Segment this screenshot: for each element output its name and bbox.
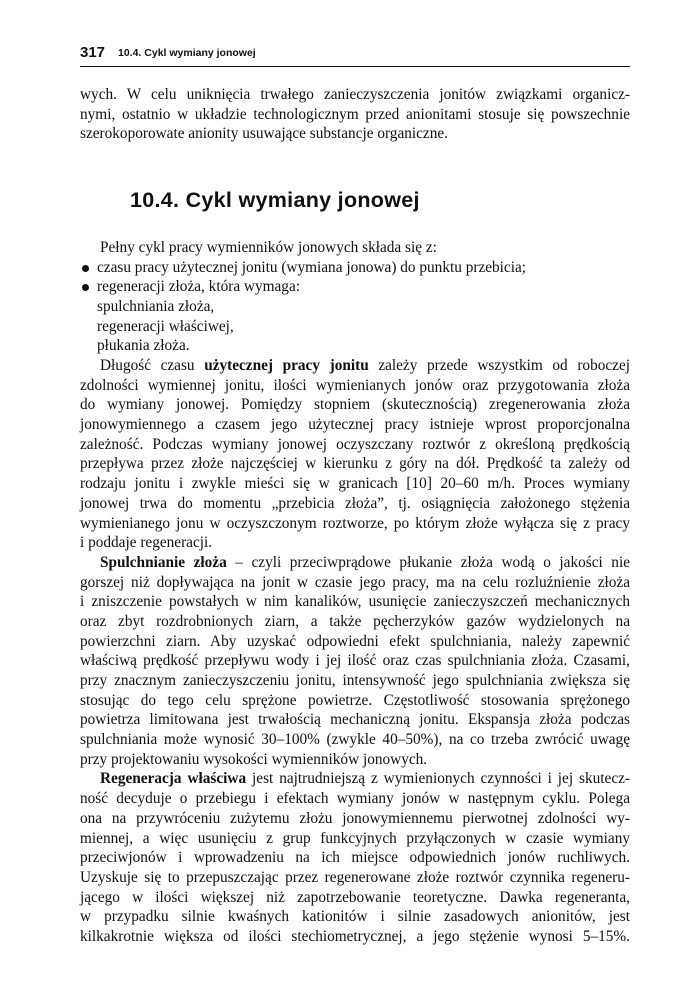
line-text: stosując do tego celu sprężone powietrze. Częstotliwość stosowania sprężonego	[80, 691, 630, 709]
bold-term: Spulchnianie złoża	[100, 553, 227, 571]
text-line	[80, 671, 630, 691]
line-text: i poddaje regeneracji.	[80, 534, 213, 552]
line-text: wych. W celu uniknięcia trwałego zanieczyszczenia jonitów związkami organicz-	[80, 86, 630, 103]
line-text: Długość czasu	[100, 357, 205, 374]
line-text: zależy przede wszystkim od roboczej	[368, 357, 630, 374]
line-text: zdolności wymiennej jonitu, ilości wymienianych jonów oraz przygotowania złoża	[80, 376, 630, 394]
bullet-icon	[82, 284, 89, 291]
text-line	[80, 829, 630, 849]
line-text: jącego w ilości większej niż zapotrzebowanie teoretyczne. Dawka regeneranta,	[80, 888, 630, 906]
text-line	[80, 651, 630, 671]
line-text: nymi, ostatnio w układzie technologicznym przed anionitami stosuje się powszechnie	[80, 105, 630, 123]
line-text: ona na przywróceniu zużytemu złożu jonowymiennemu pierwotnej zdolności wy-	[80, 809, 630, 827]
bold-term: Regeneracja właściwa	[100, 770, 247, 788]
line-text: spulchniania złoża,	[97, 298, 215, 316]
bullet-item	[80, 258, 630, 278]
line-text: Uzyskuje się to przepuszczając przez regenerowane złoże roztwór czynnika regeneru-	[80, 868, 630, 886]
line-text: rodzaju jonitu i zwykle mieści się w granicach [10] 20–60 m/h. Proces wymiany	[80, 475, 630, 493]
text-line	[80, 553, 630, 573]
line-text: oraz zbyt rozdrobnionych ziarn, a także pęcherzyków gazów wydzielonych na	[80, 612, 630, 630]
line-text: zależność. Podczas wymiany jonowej oczyszczany roztwór z określoną prędkością	[80, 435, 630, 453]
line-text: przepływa przez złoże najczęściej w kierunku z góry na dół. Prędkość ta zależy od	[80, 455, 630, 473]
line-text: do wymiany jonowej. Pomiędzy stopniem (skutecznością) zregenerowania złoża	[80, 396, 630, 414]
line-text: regeneracji złoża, która wymaga:	[97, 278, 300, 296]
line-text: wymienianego jonu w oczyszczonym roztworze, po którym złoże wyłącza się z pracy	[80, 514, 630, 532]
line-text: przeciwjonów i wprowadzeniu na ich miejsce odpowiednich jonów ruchliwych.	[80, 849, 630, 867]
bullet-item	[80, 277, 630, 297]
line-text: jest najtrudniejszą z wymienionych czynności i jej skutecz-	[246, 770, 630, 788]
text-line	[80, 848, 630, 868]
text-line	[80, 85, 630, 105]
text-line	[80, 691, 630, 711]
line-text: w przypadku silnie kwaśnych kationitów i silnie zasadowych anionitów, jest	[80, 908, 630, 926]
line-text: i zniszczenie powstałych w nim kanalików, usunięcie zanieczyszczeń mechanicznych	[80, 593, 630, 611]
text-line	[80, 415, 630, 435]
text-line	[80, 632, 630, 652]
text-line	[80, 474, 630, 494]
text-line	[80, 494, 630, 514]
bullet-icon	[82, 265, 89, 272]
text-line	[80, 750, 630, 770]
line-text: właściwą prędkość przepływu wody i jej ilość oraz czas spulchniania złoża. Czasami,	[80, 652, 630, 670]
text-line	[80, 573, 630, 593]
text-line	[80, 105, 630, 125]
body-text	[80, 356, 630, 947]
line-text: czasu pracy użytecznej jonitu (wymiana jonowa) do punktu przebicia;	[97, 258, 526, 276]
text-line	[80, 730, 630, 750]
line-text: gorszej niż dopływająca na jonit w czasie jego pracy, ma na celu rozluźnienie złoża	[80, 573, 630, 591]
line-text: przy projektowaniu wysokości wymienników jonowych.	[80, 750, 428, 768]
line-text: kilkakrotnie większa od ilości stechiometrycznej, a jego stężenie wynosi 5–15%.	[80, 927, 630, 945]
running-title: 10.4. Cykl wymiany jonowej	[118, 47, 256, 59]
running-header	[80, 44, 630, 67]
intro-paragraph	[80, 85, 630, 144]
text-line	[80, 769, 630, 789]
line-text: – czyli przeciwprądowe płukanie złoża wodą o jakości nie	[226, 553, 630, 571]
text-line	[80, 435, 630, 455]
sub-item	[80, 317, 630, 337]
text-line	[80, 868, 630, 888]
cycle-list	[80, 238, 630, 356]
sub-item	[80, 336, 630, 356]
line-text: jonowymiennego a czasem jego użytecznej pracy istnieje wprost proporcjonalna	[80, 416, 630, 434]
line-text: Pełny cykl pracy wymienników jonowych składa się z:	[100, 239, 437, 256]
text-line	[80, 395, 630, 415]
section-heading: 10.4. Cykl wymiany jonowej	[130, 188, 420, 212]
bold-term: użytecznej pracy jonitu	[204, 357, 369, 374]
line-text: regeneracji właściwej,	[97, 317, 234, 335]
line-text: powierzchni ziarn. Aby uzyskać odpowiedni efekt spulchniania, należy zapewnić	[80, 632, 630, 650]
line-text: szerokoporowate anionity usuwające substancje organiczne.	[80, 125, 448, 143]
text-line	[80, 907, 630, 927]
text-line	[80, 514, 630, 534]
text-line	[80, 888, 630, 908]
line-text: miennej, a więc usunięciu z grup funkcyjnych przyłączonych w czasie wymiany	[80, 829, 630, 847]
text-line	[80, 927, 630, 947]
text-line	[80, 612, 630, 632]
line-text: płukania złoża.	[97, 337, 190, 355]
text-line	[80, 710, 630, 730]
text-line	[80, 238, 630, 258]
line-text: powietrza limitowana jest trwałością mechaniczną jonitu. Ekspansja złoża podczas	[80, 711, 630, 729]
text-line	[80, 789, 630, 809]
sub-item	[80, 297, 630, 317]
text-line	[80, 592, 630, 612]
line-text: przy znacznym zanieczyszczeniu jonitu, intensywność jego spulchniania zwiększa się	[80, 672, 630, 689]
text-line	[80, 809, 630, 829]
text-line	[80, 376, 630, 396]
text-line	[80, 454, 630, 474]
line-text: jonowej trwa do momentu „przebicia złoża”, tj. osiągnięcia założonego stężenia	[80, 494, 630, 512]
line-text: spulchniania może wynosić 30–100% (zwykle 40–50%), na co trzeba zwrócić uwagę	[80, 731, 630, 749]
page-number: 317	[80, 44, 106, 61]
text-line	[80, 533, 630, 553]
text-line	[80, 356, 630, 376]
text-line	[80, 124, 630, 144]
line-text: ność decyduje o przebiegu i efektach wymiany jonów w następnym cyklu. Polega	[80, 790, 630, 808]
